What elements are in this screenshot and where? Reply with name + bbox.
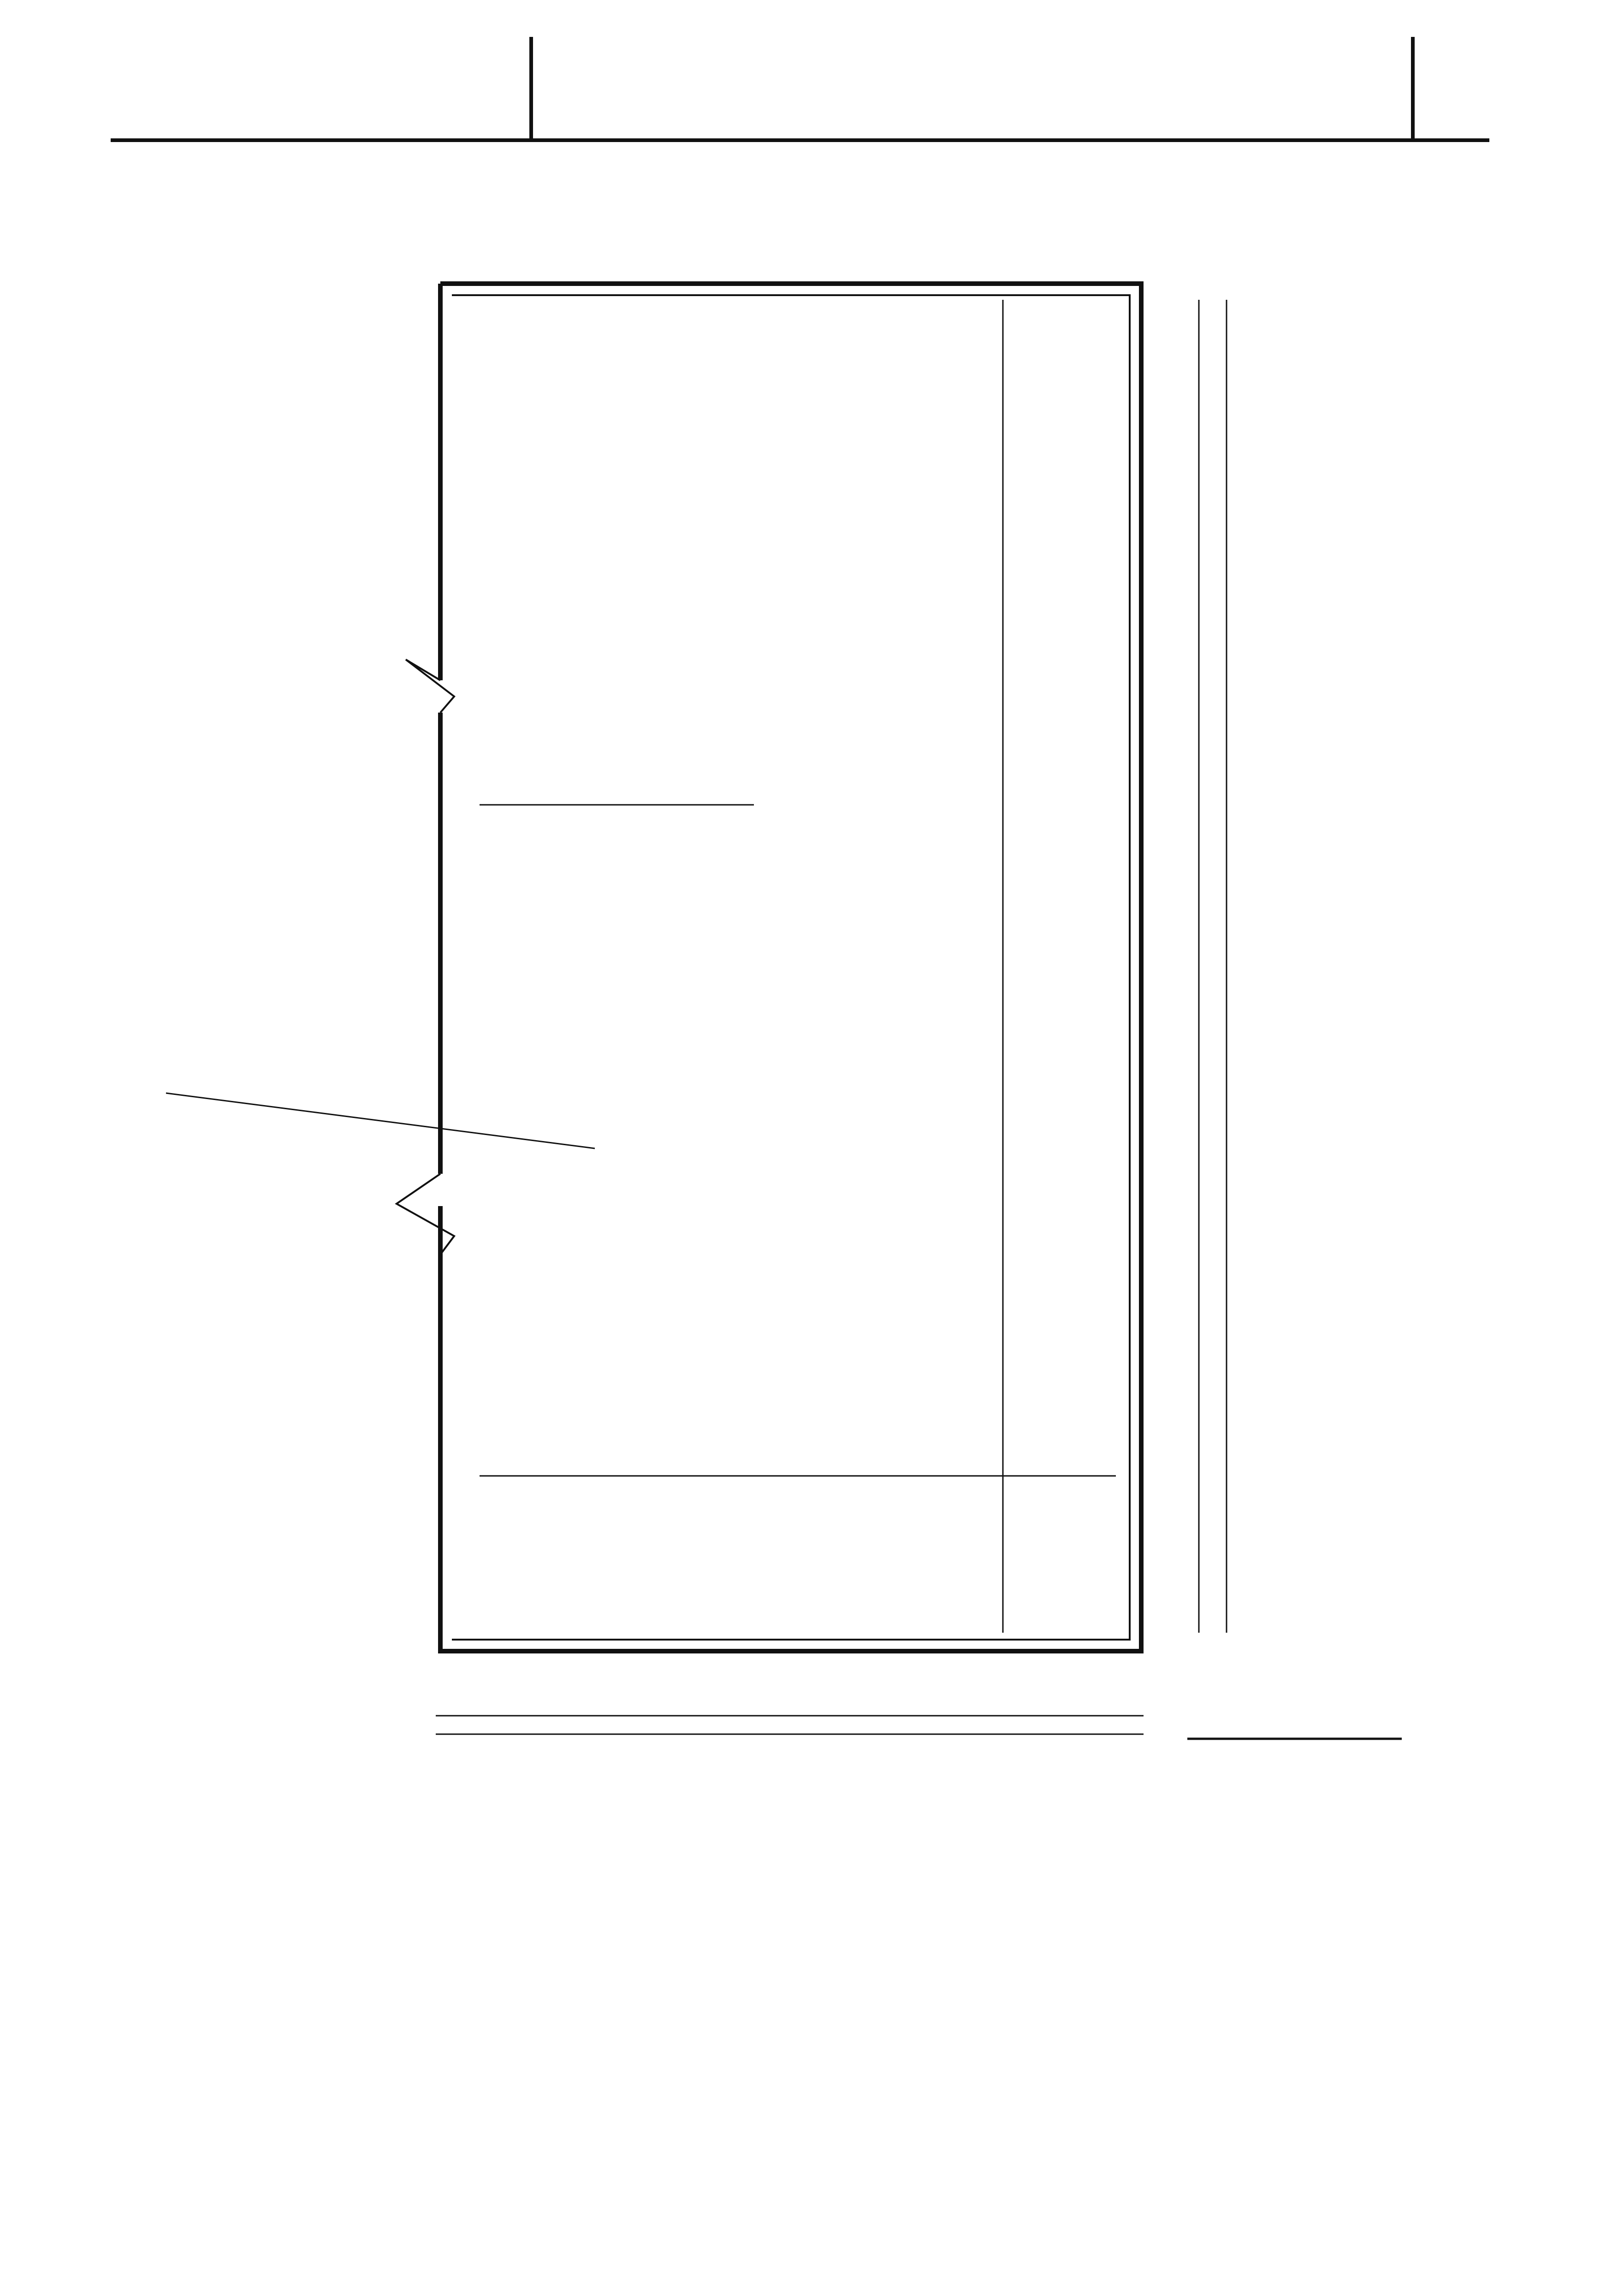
label-leader: [166, 1093, 595, 1148]
inner-dims: [480, 300, 1116, 1633]
notes-block: [148, 1790, 1531, 1793]
right-dimension-chain: [1199, 300, 1227, 1633]
walls: [397, 284, 1141, 1651]
bottom-dimension-chain: [436, 1716, 1144, 1734]
door-1: [406, 660, 454, 713]
door-2: [397, 1174, 454, 1255]
outer-wall: [440, 284, 1141, 1651]
inner-wall-line: [452, 295, 1130, 1640]
